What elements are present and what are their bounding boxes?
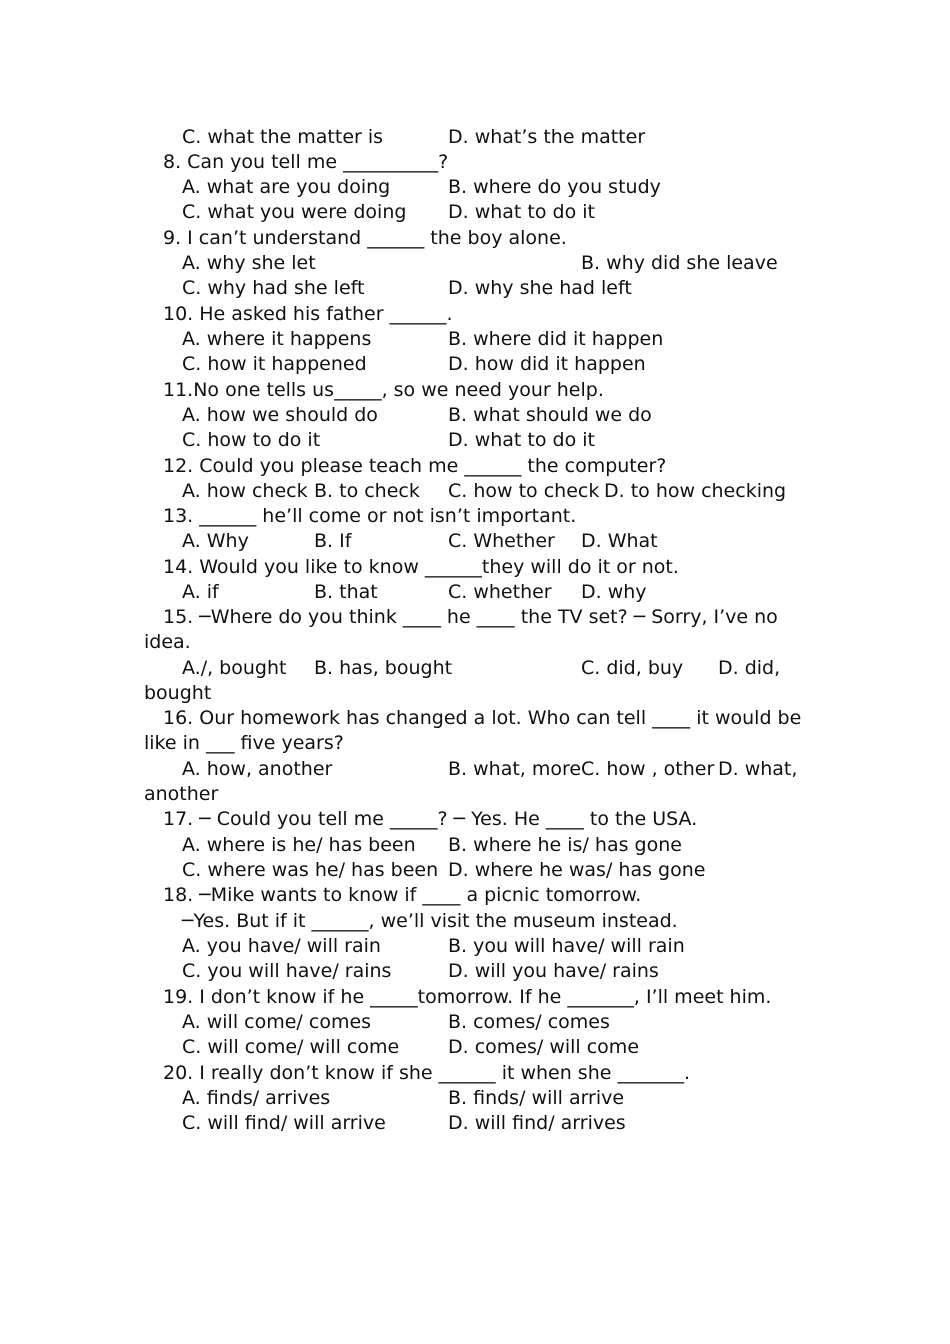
text-line: D. will you have/ rains (448, 960, 659, 982)
text-line: A. why she let (182, 252, 316, 274)
text-line: D. why (581, 581, 647, 603)
text-line: 12. Could you please teach me ______ the computer? (163, 455, 667, 477)
text-line: 11.No one tells us_____, so we need your help. (163, 379, 604, 401)
text-line: ─Yes. But if it ______, we’ll visit the museum instead. (182, 910, 678, 932)
text-line: C. how , other (581, 758, 715, 780)
text-line: B. finds/ will arrive (448, 1087, 625, 1109)
text-line: A. where is he/ has been (182, 834, 416, 856)
text-line: C. will find/ will arrive (182, 1112, 386, 1134)
text-line: A. what are you doing (182, 176, 391, 198)
text-line: A. Why (182, 530, 249, 552)
text-line: D. what to do it (448, 429, 595, 451)
text-line: 19. I don’t know if he _____tomorrow. If he _______, I’ll meet him. (163, 986, 772, 1008)
text-line: B. has, bought (314, 657, 453, 679)
text-line: 16. Our homework has changed a lot. Who can tell ____ it would be (163, 707, 802, 729)
text-line: B. If (314, 530, 352, 552)
text-line: D. will find/ arrives (448, 1112, 626, 1134)
text-line: C. how to do it (182, 429, 321, 451)
text-line: A. you have/ will rain (182, 935, 381, 957)
text-line: B. you will have/ will rain (448, 935, 685, 957)
text-line: D. what’s the matter (448, 126, 646, 148)
text-line: B. that (314, 581, 378, 603)
text-line: C. why had she left (182, 277, 365, 299)
text-line: 13. ______ he’ll come or not isn’t important. (163, 505, 577, 527)
text-line: D. What (581, 530, 658, 552)
text-line: B. where he is/ has gone (448, 834, 682, 856)
text-line: D. where he was/ has gone (448, 859, 706, 881)
text-line: B. where do you study (448, 176, 661, 198)
text-line: C. Whether (448, 530, 555, 552)
text-line: C. did, buy (581, 657, 684, 679)
text-line: idea. (144, 631, 191, 653)
text-line: C. what you were doing (182, 201, 407, 223)
text-line: D. did, (718, 657, 781, 679)
text-line: C. where was he/ has been (182, 859, 439, 881)
text-line: C. how to check (448, 480, 600, 502)
text-line: A. how we should do (182, 404, 378, 426)
text-line: D. comes/ will come (448, 1036, 640, 1058)
text-line: C. you will have/ rains (182, 960, 392, 982)
text-line: C. how it happened (182, 353, 367, 375)
text-line: B. to check (314, 480, 420, 502)
text-line: D. why she had left (448, 277, 632, 299)
text-line: C. what the matter is (182, 126, 384, 148)
text-line: A. finds/ arrives (182, 1087, 331, 1109)
text-line: B. what, more (448, 758, 582, 780)
text-line: D. how did it happen (448, 353, 646, 375)
text-line: A. if (182, 581, 219, 603)
text-line: 20. I really don’t know if she ______ it when she _______. (163, 1062, 691, 1084)
text-line: A. how, another (182, 758, 333, 780)
text-line: A./, bought (182, 657, 287, 679)
text-line: 9. I can’t understand ______ the boy alone. (163, 227, 567, 249)
text-line: C. whether (448, 581, 552, 603)
text-line: 17. ─ Could you tell me _____? ─ Yes. He ____ to the USA. (163, 808, 698, 830)
text-line: 15. ─Where do you think ____ he ____ the TV set? ─ Sorry, I’ve no (163, 606, 778, 628)
text-line: B. where did it happen (448, 328, 664, 350)
text-line: D. what, (718, 758, 798, 780)
text-line: 14. Would you like to know ______they will do it or not. (163, 556, 679, 578)
text-line: another (144, 783, 219, 805)
text-line: bought (144, 682, 212, 704)
text-line: D. to how checking (604, 480, 787, 502)
text-line: A. will come/ comes (182, 1011, 372, 1033)
text-line: A. where it happens (182, 328, 372, 350)
text-line: D. what to do it (448, 201, 595, 223)
text-line: 18. ─Mike wants to know if ____ a picnic tomorrow. (163, 884, 642, 906)
text-line: B. why did she leave (581, 252, 778, 274)
text-line: A. how check (182, 480, 308, 502)
text-line: B. what should we do (448, 404, 652, 426)
text-line: like in ___ five years? (144, 732, 344, 754)
text-line: C. will come/ will come (182, 1036, 400, 1058)
text-line: 10. He asked his father ______. (163, 303, 453, 325)
text-line: B. comes/ comes (448, 1011, 610, 1033)
text-line: 8. Can you tell me __________? (163, 151, 449, 173)
